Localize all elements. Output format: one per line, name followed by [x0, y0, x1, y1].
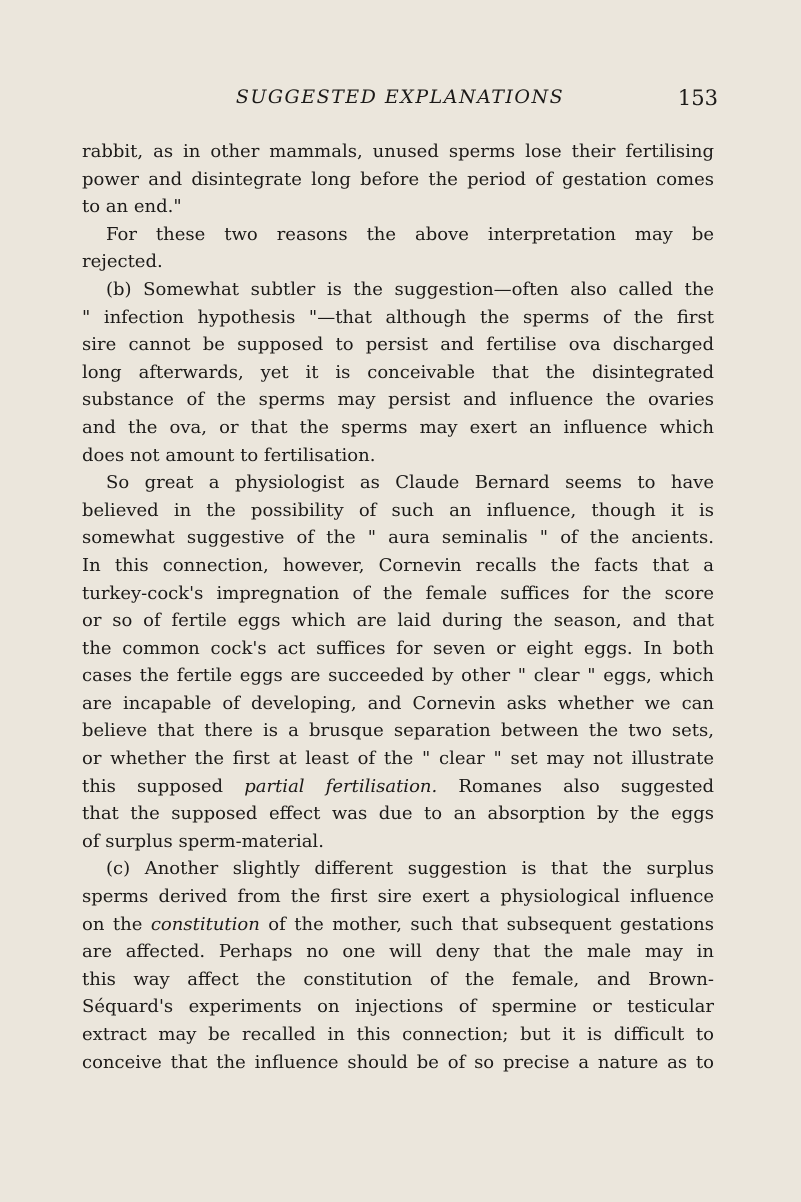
text-line: [82, 276, 714, 304]
text-line: [82, 442, 714, 470]
text-line: [82, 855, 714, 883]
line-text: believe that there is a brusque separation between the two sets,: [82, 720, 714, 742]
line-text: on the: [82, 913, 143, 935]
text-line: [82, 524, 714, 552]
line-text: rejected.: [82, 251, 163, 273]
text-line: [82, 1021, 714, 1049]
page-header: [82, 82, 718, 122]
text-line: [82, 497, 714, 525]
text-line: [82, 883, 714, 911]
line-text: this supposed: [82, 775, 224, 797]
line-text: " infection hypothesis "—that although the sperms of the first: [82, 306, 714, 328]
italic-phrase: partial fertilisation.: [244, 775, 438, 797]
text-line: [82, 221, 714, 249]
line-text: power and disintegrate long before the period of gestation comes: [82, 168, 714, 190]
line-text: are affected. Perhaps no one will deny that the male may in: [82, 941, 714, 963]
line-text: sire cannot be supposed to persist and fertilise ova discharged: [82, 334, 714, 356]
text-line: [82, 248, 714, 276]
running-title: SUGGESTED EXPLANATIONS: [235, 86, 565, 108]
line-text: or so of fertile eggs which are laid during the season, and that: [82, 610, 714, 632]
italic-phrase: constitution: [150, 913, 260, 935]
line-text: (b) Somewhat subtler is the suggestion—often also called the: [106, 278, 714, 300]
line-text-after: Romanes also suggested: [437, 775, 715, 797]
text-line: [82, 1049, 714, 1077]
line-text-after: of the mother, such that subsequent gestations: [259, 913, 714, 935]
line-text: does not amount to fertilisation.: [82, 444, 376, 466]
line-text: or whether the first at least of the " clear " set may not illustrate: [82, 748, 714, 770]
text-line: [82, 580, 714, 608]
text-line: [82, 386, 714, 414]
text-line: [82, 717, 714, 745]
line-text: extract may be recalled in this connection; but it is difficult to: [82, 1024, 714, 1045]
text-line: [82, 138, 714, 166]
line-text: are incapable of developing, and Cornevin asks whether we can: [82, 692, 714, 714]
line-text: that the supposed effect was due to an absorption by the eggs: [82, 803, 714, 825]
line-text: conceive that the influence should be of so precise a nature as to: [82, 1051, 714, 1073]
line-text: this way affect the constitution of the female, and Brown-: [82, 968, 714, 990]
text-line: [82, 331, 714, 359]
text-line: [82, 911, 714, 939]
text-line: [82, 607, 714, 635]
text-line: [82, 552, 714, 580]
text-line: [82, 304, 714, 332]
text-line: [82, 469, 714, 497]
line-text: substance of the sperms may persist and influence the ovaries: [82, 389, 714, 411]
line-text: long afterwards, yet it is conceivable that the disintegrated: [82, 361, 714, 383]
line-text: somewhat suggestive of the " aura seminalis " of the ancients.: [82, 527, 714, 549]
line-text: and the ova, or that the sperms may exert an influence which: [82, 416, 714, 438]
line-text: believed in the possibility of such an influence, though it is: [82, 499, 714, 521]
text-line: [82, 193, 714, 221]
line-text: the common cock's act suffices for seven or eight eggs. In both: [82, 637, 714, 659]
line-text: cases the fertile eggs are succeeded by other " clear " eggs, which: [82, 665, 714, 687]
line-text: to an end.": [82, 196, 182, 218]
text-line: [82, 745, 714, 773]
line-text: (c) Another slightly different suggestion is that the surplus: [106, 858, 714, 880]
body-text: [82, 138, 714, 1076]
line-text: For these two reasons the above interpretation may be: [106, 223, 714, 245]
text-line: [82, 414, 714, 442]
text-line: [82, 690, 714, 718]
text-line: [82, 662, 714, 690]
text-line: [82, 800, 714, 828]
line-text: turkey-cock's impregnation of the female suffices for the score: [82, 582, 714, 604]
text-line: [82, 166, 714, 194]
text-line: [82, 359, 714, 387]
text-line: [82, 938, 714, 966]
line-text: Séquard's experiments on injections of spermine or testicular: [82, 996, 714, 1018]
line-text: So great a physiologist as Claude Bernard seems to have: [106, 472, 714, 494]
text-line: [82, 828, 714, 856]
line-text: In this connection, however, Cornevin recalls the facts that a: [82, 554, 714, 576]
line-text: rabbit, as in other mammals, unused sperms lose their fertilising: [82, 141, 714, 162]
text-line: [82, 993, 714, 1021]
page-number: 153: [677, 86, 718, 110]
text-line: [82, 773, 714, 801]
line-text: sperms derived from the first sire exert a physiological influence: [82, 886, 714, 908]
text-line: [82, 635, 714, 663]
line-text: of surplus sperm-material.: [82, 830, 324, 852]
text-line: [82, 966, 714, 994]
